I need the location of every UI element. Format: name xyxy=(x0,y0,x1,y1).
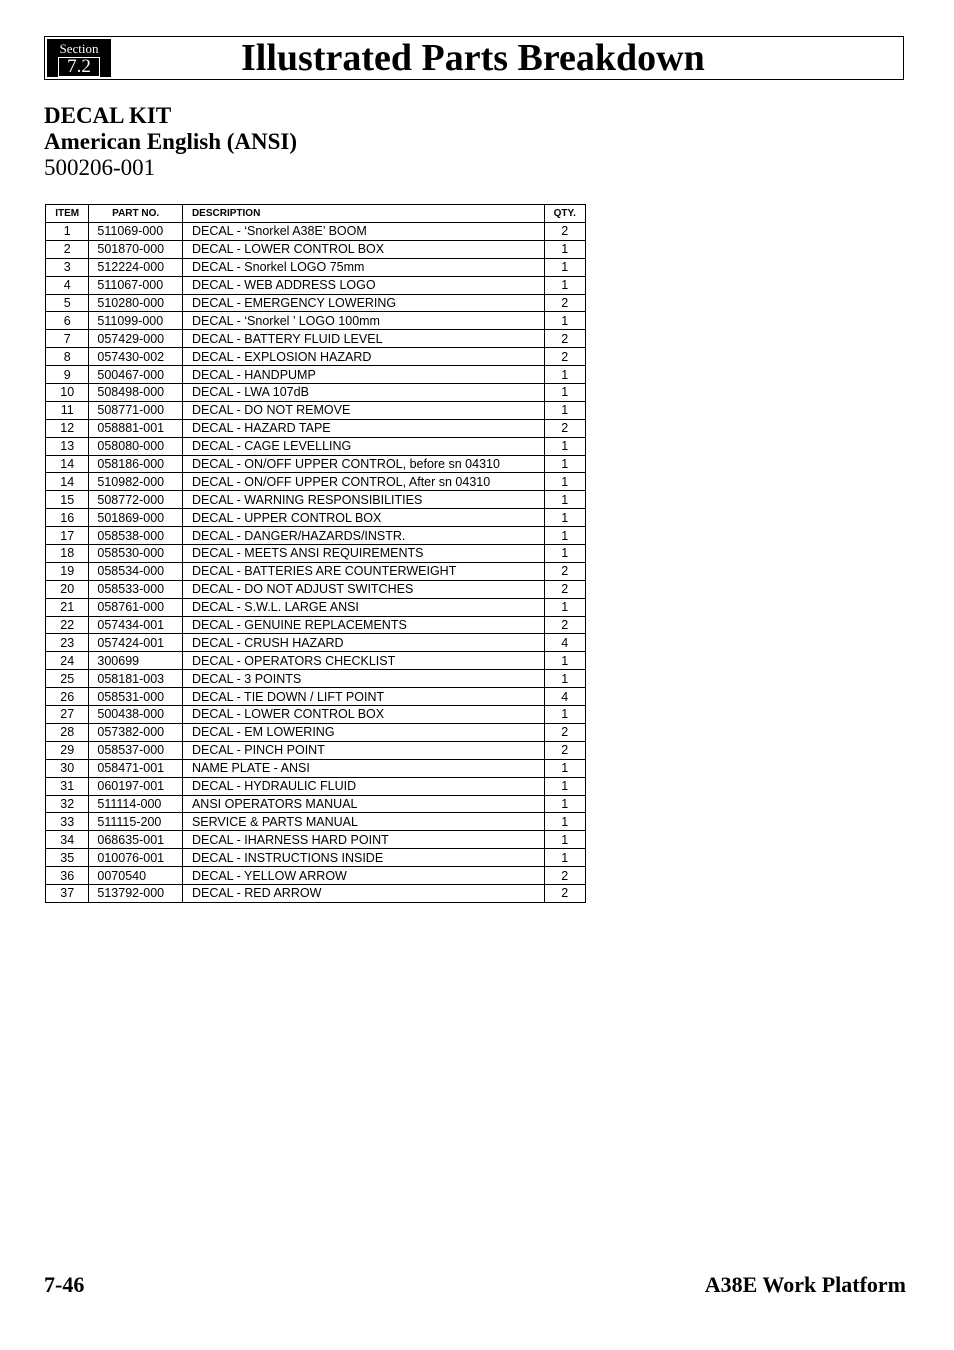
column-header-description: DESCRIPTION xyxy=(182,205,544,223)
part-number-cell: 508771-000 xyxy=(89,401,183,419)
description-cell: DECAL - ‘Snorkel ’ LOGO 100mm xyxy=(182,312,544,330)
qty-cell: 2 xyxy=(544,867,585,885)
table-row xyxy=(46,527,586,545)
description-cell: DECAL - ON/OFF UPPER CONTROL, After sn 04310 xyxy=(182,473,544,491)
qty-cell: 2 xyxy=(544,884,585,902)
description-cell: DECAL - GENUINE REPLACEMENTS xyxy=(182,616,544,634)
item-cell: 12 xyxy=(46,419,89,437)
part-number-cell: 058761-000 xyxy=(89,598,183,616)
description-cell: DECAL - BATTERY FLUID LEVEL xyxy=(182,330,544,348)
part-number-cell: 058534-000 xyxy=(89,562,183,580)
kit-part-number: 500206-001 xyxy=(44,155,156,180)
item-cell: 36 xyxy=(46,867,89,885)
qty-cell: 2 xyxy=(544,616,585,634)
description-cell: DECAL - PINCH POINT xyxy=(182,741,544,759)
item-cell: 8 xyxy=(46,348,89,366)
description-cell: DECAL - WARNING RESPONSIBILITIES xyxy=(182,491,544,509)
item-cell: 35 xyxy=(46,849,89,867)
table-row xyxy=(46,634,586,652)
qty-cell: 1 xyxy=(544,813,585,831)
qty-cell: 1 xyxy=(544,527,585,545)
qty-cell: 4 xyxy=(544,688,585,706)
description-cell: DECAL - DO NOT ADJUST SWITCHES xyxy=(182,580,544,598)
qty-cell: 1 xyxy=(544,777,585,795)
part-number-cell: 510280-000 xyxy=(89,294,183,312)
column-header-item: ITEM xyxy=(46,205,89,223)
part-number-cell: 508772-000 xyxy=(89,491,183,509)
description-cell: DECAL - LWA 107dB xyxy=(182,384,544,402)
table-row xyxy=(46,473,586,491)
description-cell: DECAL - INSTRUCTIONS INSIDE xyxy=(182,849,544,867)
table-row xyxy=(46,849,586,867)
description-cell: DECAL - UPPER CONTROL BOX xyxy=(182,509,544,527)
qty-cell: 1 xyxy=(544,652,585,670)
description-cell: DECAL - YELLOW ARROW xyxy=(182,867,544,885)
table-row xyxy=(46,813,586,831)
item-cell: 20 xyxy=(46,580,89,598)
part-number-cell: 058533-000 xyxy=(89,580,183,598)
part-number-cell: 057424-001 xyxy=(89,634,183,652)
section-number: 7.2 xyxy=(58,57,100,77)
item-cell: 19 xyxy=(46,562,89,580)
qty-cell: 1 xyxy=(544,473,585,491)
description-cell: DECAL - DANGER/HAZARDS/INSTR. xyxy=(182,527,544,545)
table-row xyxy=(46,312,586,330)
table-row xyxy=(46,598,586,616)
table-row xyxy=(46,580,586,598)
part-number-cell: 501870-000 xyxy=(89,240,183,258)
item-cell: 21 xyxy=(46,598,89,616)
part-number-cell: 060197-001 xyxy=(89,777,183,795)
description-cell: ANSI OPERATORS MANUAL xyxy=(182,795,544,813)
table-row xyxy=(46,652,586,670)
description-cell: DECAL - OPERATORS CHECKLIST xyxy=(182,652,544,670)
description-cell: DECAL - MEETS ANSI REQUIREMENTS xyxy=(182,545,544,563)
item-cell: 5 xyxy=(46,294,89,312)
table-row xyxy=(46,258,586,276)
qty-cell: 1 xyxy=(544,366,585,384)
table-row xyxy=(46,455,586,473)
description-cell: DECAL - WEB ADDRESS LOGO xyxy=(182,276,544,294)
description-cell: DECAL - 3 POINTS xyxy=(182,670,544,688)
part-number-cell: 057430-002 xyxy=(89,348,183,366)
qty-cell: 1 xyxy=(544,258,585,276)
table-row xyxy=(46,384,586,402)
item-cell: 31 xyxy=(46,777,89,795)
item-cell: 15 xyxy=(46,491,89,509)
table-row xyxy=(46,867,586,885)
item-cell: 25 xyxy=(46,670,89,688)
qty-cell: 2 xyxy=(544,419,585,437)
qty-cell: 2 xyxy=(544,580,585,598)
part-number-cell: 068635-001 xyxy=(89,831,183,849)
qty-cell: 4 xyxy=(544,634,585,652)
part-number-cell: 500438-000 xyxy=(89,706,183,724)
table-row xyxy=(46,706,586,724)
table-row xyxy=(46,741,586,759)
part-number-cell: 058881-001 xyxy=(89,419,183,437)
description-cell: DECAL - Snorkel LOGO 75mm xyxy=(182,258,544,276)
part-number-cell: 511067-000 xyxy=(89,276,183,294)
part-number-cell: 058186-000 xyxy=(89,455,183,473)
table-row xyxy=(46,884,586,902)
part-number-cell: 513792-000 xyxy=(89,884,183,902)
kit-language: American English (ANSI) xyxy=(44,129,298,154)
qty-cell: 2 xyxy=(544,223,585,241)
qty-cell: 1 xyxy=(544,670,585,688)
description-cell: DECAL - EXPLOSION HAZARD xyxy=(182,348,544,366)
description-cell: DECAL - DO NOT REMOVE xyxy=(182,401,544,419)
qty-cell: 1 xyxy=(544,276,585,294)
item-cell: 14 xyxy=(46,473,89,491)
item-cell: 3 xyxy=(46,258,89,276)
qty-cell: 1 xyxy=(544,831,585,849)
table-row xyxy=(46,240,586,258)
description-cell: NAME PLATE - ANSI xyxy=(182,759,544,777)
table-row xyxy=(46,670,586,688)
item-cell: 37 xyxy=(46,884,89,902)
qty-cell: 1 xyxy=(544,312,585,330)
table-row xyxy=(46,294,586,312)
part-number-cell: 010076-001 xyxy=(89,849,183,867)
description-cell: DECAL - LOWER CONTROL BOX xyxy=(182,706,544,724)
part-number-cell: 300699 xyxy=(89,652,183,670)
description-cell: DECAL - ‘Snorkel A38E’ BOOM xyxy=(182,223,544,241)
table-row xyxy=(46,777,586,795)
qty-cell: 1 xyxy=(544,759,585,777)
qty-cell: 1 xyxy=(544,509,585,527)
qty-cell: 1 xyxy=(544,240,585,258)
part-number-cell: 511069-000 xyxy=(89,223,183,241)
description-cell: SERVICE & PARTS MANUAL xyxy=(182,813,544,831)
table-row xyxy=(46,366,586,384)
item-cell: 30 xyxy=(46,759,89,777)
qty-cell: 1 xyxy=(544,491,585,509)
part-number-cell: 057434-001 xyxy=(89,616,183,634)
item-cell: 4 xyxy=(46,276,89,294)
qty-cell: 2 xyxy=(544,330,585,348)
part-number-cell: 057429-000 xyxy=(89,330,183,348)
table-row xyxy=(46,723,586,741)
table-row xyxy=(46,491,586,509)
item-cell: 11 xyxy=(46,401,89,419)
item-cell: 6 xyxy=(46,312,89,330)
part-number-cell: 057382-000 xyxy=(89,723,183,741)
item-cell: 29 xyxy=(46,741,89,759)
qty-cell: 1 xyxy=(544,437,585,455)
item-cell: 23 xyxy=(46,634,89,652)
table-header-row xyxy=(46,205,586,223)
section-badge xyxy=(47,39,111,77)
column-header-qty: QTY. xyxy=(544,205,585,223)
item-cell: 7 xyxy=(46,330,89,348)
table-row xyxy=(46,330,586,348)
part-number-cell: 511099-000 xyxy=(89,312,183,330)
item-cell: 24 xyxy=(46,652,89,670)
item-cell: 1 xyxy=(46,223,89,241)
description-cell: DECAL - CRUSH HAZARD xyxy=(182,634,544,652)
table-row xyxy=(46,419,586,437)
part-number-cell: 0070540 xyxy=(89,867,183,885)
qty-cell: 1 xyxy=(544,706,585,724)
item-cell: 17 xyxy=(46,527,89,545)
description-cell: DECAL - EM LOWERING xyxy=(182,723,544,741)
table-row xyxy=(46,509,586,527)
part-number-cell: 511115-200 xyxy=(89,813,183,831)
table-row xyxy=(46,545,586,563)
part-number-cell: 500467-000 xyxy=(89,366,183,384)
part-number-cell: 508498-000 xyxy=(89,384,183,402)
section-label: Section xyxy=(59,41,99,56)
item-cell: 33 xyxy=(46,813,89,831)
part-number-cell: 501869-000 xyxy=(89,509,183,527)
parts-table xyxy=(45,204,586,903)
item-cell: 2 xyxy=(46,240,89,258)
description-cell: DECAL - HANDPUMP xyxy=(182,366,544,384)
part-number-cell: 058471-001 xyxy=(89,759,183,777)
page-title: Illustrated Parts Breakdown xyxy=(241,37,705,79)
item-cell: 34 xyxy=(46,831,89,849)
qty-cell: 1 xyxy=(544,598,585,616)
item-cell: 16 xyxy=(46,509,89,527)
item-cell: 22 xyxy=(46,616,89,634)
item-cell: 18 xyxy=(46,545,89,563)
table-row xyxy=(46,348,586,366)
qty-cell: 1 xyxy=(544,849,585,867)
page-header xyxy=(44,36,904,80)
table-row xyxy=(46,688,586,706)
table-row xyxy=(46,437,586,455)
table-row xyxy=(46,562,586,580)
part-number-cell: 058530-000 xyxy=(89,545,183,563)
table-row xyxy=(46,401,586,419)
description-cell: DECAL - CAGE LEVELLING xyxy=(182,437,544,455)
part-number-cell: 058537-000 xyxy=(89,741,183,759)
table-row xyxy=(46,831,586,849)
qty-cell: 1 xyxy=(544,384,585,402)
table-row xyxy=(46,276,586,294)
item-cell: 32 xyxy=(46,795,89,813)
part-number-cell: 512224-000 xyxy=(89,258,183,276)
description-cell: DECAL - S.W.L. LARGE ANSI xyxy=(182,598,544,616)
table-row xyxy=(46,795,586,813)
page-number: 7-46 xyxy=(44,1272,85,1297)
qty-cell: 1 xyxy=(544,401,585,419)
item-cell: 14 xyxy=(46,455,89,473)
kit-title: DECAL KIT xyxy=(44,103,172,128)
qty-cell: 2 xyxy=(544,562,585,580)
item-cell: 10 xyxy=(46,384,89,402)
qty-cell: 2 xyxy=(544,294,585,312)
table-row xyxy=(46,759,586,777)
description-cell: DECAL - RED ARROW xyxy=(182,884,544,902)
item-cell: 27 xyxy=(46,706,89,724)
column-header-part-no: PART NO. xyxy=(89,205,183,223)
item-cell: 13 xyxy=(46,437,89,455)
description-cell: DECAL - EMERGENCY LOWERING xyxy=(182,294,544,312)
description-cell: DECAL - ON/OFF UPPER CONTROL, before sn 04310 xyxy=(182,455,544,473)
item-cell: 28 xyxy=(46,723,89,741)
description-cell: DECAL - HAZARD TAPE xyxy=(182,419,544,437)
qty-cell: 2 xyxy=(544,723,585,741)
item-cell: 26 xyxy=(46,688,89,706)
description-cell: DECAL - TIE DOWN / LIFT POINT xyxy=(182,688,544,706)
qty-cell: 1 xyxy=(544,795,585,813)
description-cell: DECAL - BATTERIES ARE COUNTERWEIGHT xyxy=(182,562,544,580)
table-row xyxy=(46,223,586,241)
parts-table-body xyxy=(46,223,586,903)
qty-cell: 2 xyxy=(544,348,585,366)
part-number-cell: 511114-000 xyxy=(89,795,183,813)
part-number-cell: 058080-000 xyxy=(89,437,183,455)
item-cell: 9 xyxy=(46,366,89,384)
part-number-cell: 510982-000 xyxy=(89,473,183,491)
qty-cell: 2 xyxy=(544,741,585,759)
product-name: A38E Work Platform xyxy=(704,1272,906,1297)
table-row xyxy=(46,616,586,634)
qty-cell: 1 xyxy=(544,455,585,473)
description-cell: DECAL - HYDRAULIC FLUID xyxy=(182,777,544,795)
qty-cell: 1 xyxy=(544,545,585,563)
part-number-cell: 058538-000 xyxy=(89,527,183,545)
description-cell: DECAL - IHARNESS HARD POINT xyxy=(182,831,544,849)
description-cell: DECAL - LOWER CONTROL BOX xyxy=(182,240,544,258)
part-number-cell: 058531-000 xyxy=(89,688,183,706)
part-number-cell: 058181-003 xyxy=(89,670,183,688)
